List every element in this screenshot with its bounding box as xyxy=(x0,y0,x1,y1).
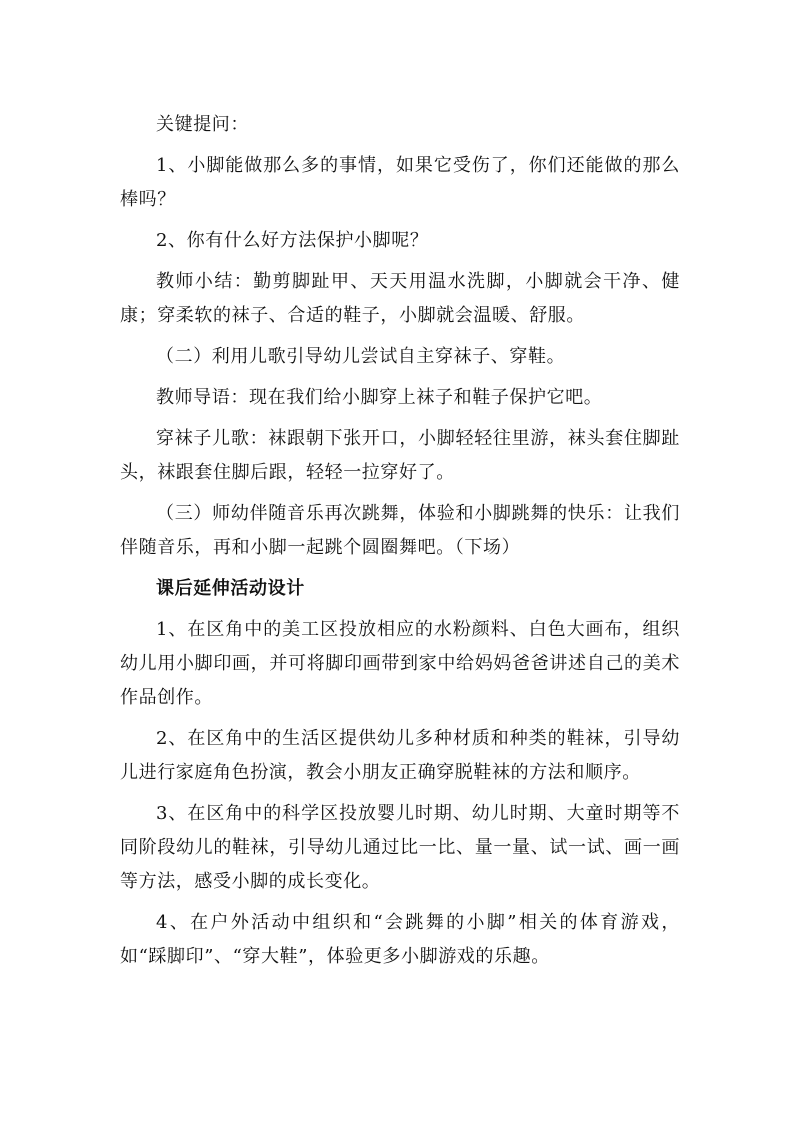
key-questions-heading: 关键提问： xyxy=(156,114,249,135)
document-body xyxy=(120,108,680,981)
question-1: 1、小脚能做那么多的事情，如果它受伤了，你们还能做的那么棒吗？ xyxy=(120,155,680,210)
section-2-heading: （二）利用儿歌引导幼儿尝试自主穿袜子、穿鞋。 xyxy=(156,346,566,367)
extension-item-4: 4、在户外活动中组织和“会跳舞的小脚”相关的体育游戏，如“踩脚印”、“穿大鞋”，体验更多小脚游戏的乐趣。 xyxy=(120,912,680,967)
section-3-heading: （三）师幼伴随音乐再次跳舞，体验和小脚跳舞的快乐：让我们伴随音乐，再和小脚一起跳个圆圈舞吧。（下场） xyxy=(120,503,680,558)
extension-item-3: 3、在区角中的科学区投放婴儿时期、幼儿时期、大童时期等不同阶段幼儿的鞋袜，引导幼儿通过比一比、量一量、试一试、画一画等方法，感受小脚的成长变化。 xyxy=(120,803,680,892)
extension-item-1: 1、在区角中的美工区投放相应的水粉颜料、白色大画布，组织幼儿用小脚印画，并可将脚印画带到家中给妈妈爸爸讲述自己的美术作品创作。 xyxy=(120,619,680,708)
extension-item-2: 2、在区角中的生活区提供幼儿多种材质和种类的鞋袜，引导幼儿进行家庭角色扮演，教会小朋友正确穿脱鞋袜的方法和顺序。 xyxy=(120,728,680,783)
extension-activities-heading: 课后延伸活动设计 xyxy=(156,578,305,599)
teacher-guide: 教师导语：现在我们给小脚穿上袜子和鞋子保护它吧。 xyxy=(156,387,603,408)
question-2: 2、你有什么好方法保护小脚呢？ xyxy=(156,230,429,251)
teacher-summary: 教师小结：勤剪脚趾甲、天天用温水洗脚，小脚就会干净、健康；穿柔软的袜子、合适的鞋子，小脚就会温暖、舒服。 xyxy=(120,271,680,326)
sock-nursery-rhyme: 穿袜子儿歌：袜跟朝下张开口，小脚轻轻往里游，袜头套住脚趾头，袜跟套住脚后跟，轻轻一拉穿好了。 xyxy=(120,428,680,483)
